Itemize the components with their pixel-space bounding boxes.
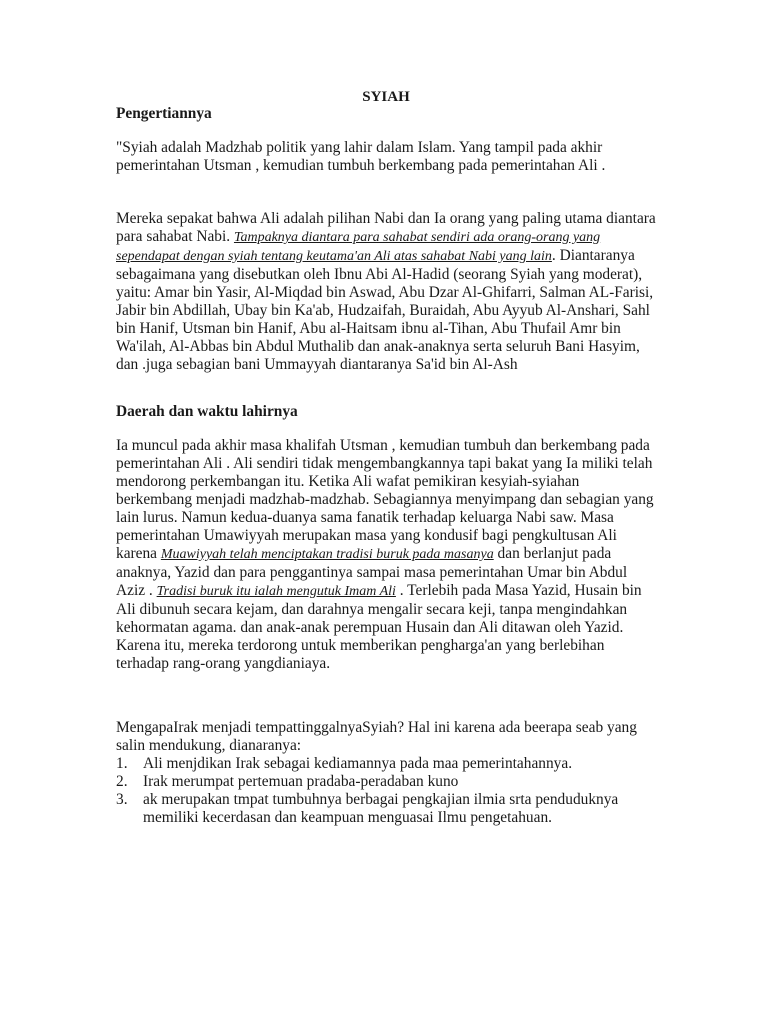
- document-title: SYIAH: [362, 89, 410, 105]
- paragraph-irak-intro: MengapaIrak menjadi tempattinggalnyaSyiah? Hal ini karena ada beerapa seab yang salin mendukung, dianaranya:: [116, 719, 637, 754]
- reasons-list: [116, 755, 656, 827]
- section-heading-pengertian: Pengertiannya: [116, 105, 212, 122]
- list-item-number: 1.: [116, 755, 128, 772]
- list-item: [116, 773, 656, 791]
- paragraph-origin-text-b: dan berlanjut pada anaknya, Yazid dan para penggantinya sampai masa pemerintahan Umar bin Abdul Aziz .: [116, 545, 628, 599]
- underlined-quote-sahabat: Tampaknya diantara para sahabat sendiri ada orang-orang yang sependapat dengan syiah tentang keutama'an Ali atas sahabat Nabi yang lain: [116, 230, 601, 264]
- list-item-text: ak merupakan tmpat tumbuhnya berbagai pengkajian ilmia srta penduduknya memiliki kecerdasan dan keampuan menguasai Ilmu pengetahuan.: [143, 791, 619, 826]
- list-item-number: 2.: [116, 773, 128, 790]
- paragraph-definition: "Syiah adalah Madzhab politik yang lahir dalam Islam. Yang tampil pada akhir pemerintahan Utsman , kemudian tumbuh berkembang pada pemerintahan Ali .: [116, 139, 606, 174]
- list-item: [116, 791, 656, 827]
- list-item-text: Ali menjdikan Irak sebagai kediamannya pada maa pemerintahannya.: [143, 755, 573, 772]
- paragraph-companions-text-b: . Diantaranya sebagaimana yang disebutkan oleh Ibnu Abi Al-Hadid (seorang Syiah yang moderat), yaitu: Amar bin Yasir, Al-Miqdad bin Aswad, Abu Dzar Al-Ghifarri, Salman AL-Farisi, Jabir bin Abdillah, Ubay bin Ka'ab, Hudzaifah, Buraidah, Abu Ayyub Al-Anshari, Sahl bin Hanif, Utsman bin Hanif, Abu al-Haitsam ibnu al-Tihan, Abu Thufail Amr bin Wa'ilah, Al-Abbas bin Abdul Muthalib dan anak-anaknya serta seluruh Bani Hasyim, dan .juga sebagian bani Ummayyah diantaranya Sa'id bin Al-Ash: [116, 247, 654, 373]
- paragraph-origin-text-c: . Terlebih pada Masa Yazid, Husain bin Ali dibunuh secara kejam, dan darahnya mengalir secara keji, tanpa mengindahkan kehormatan agama. dan anak-anak perempuan Husain dan Ali ditawan oleh Yazid. Karena itu, mereka terdorong untuk memberikan pengharga'an yang berlebihan terhadap rang-orang yangdianiaya.: [116, 582, 642, 672]
- paragraph-companions-text-a: Mereka sepakat bahwa Ali adalah pilihan Nabi dan Ia orang yang paling utama diantara para sahabat Nabi.: [116, 210, 656, 245]
- list-item: [116, 755, 656, 773]
- list-item-text: Irak merumpat pertemuan pradaba-peradaban kuno: [143, 773, 459, 790]
- list-item-number: 3.: [116, 791, 128, 808]
- underlined-quote-tradisi: Tradisi buruk itu ialah mengutuk Imam Ali: [156, 584, 396, 599]
- paragraph-companions: [116, 210, 656, 374]
- paragraph-origin: [116, 437, 656, 673]
- section-heading-daerah: Daerah dan waktu lahirnya: [116, 403, 298, 420]
- underlined-quote-muawiyyah: Muawiyyah telah menciptakan tradisi buruk pada masanya: [160, 547, 494, 562]
- paragraph-origin-text-a: Ia muncul pada akhir masa khalifah Utsman , kemudian tumbuh dan berkembang pada pemerintahan Ali . Ali sendiri tidak mengembangkannya tapi bakat yang Ia miliki telah mendorong perkembangan itu. Ketika Ali wafat pemikiran kesyiah-syiahan berkembang menjadi madzhab-madzhab. Sebagiannya menyimpang dan sebagian yang lain lurus. Namun kedua-duanya sama fanatik terhadap keluarga Nabi saw. Masa pemerintahan Umawiyyah merupakan masa yang kondusif bagi pengkultusan Ali karena: [116, 437, 654, 562]
